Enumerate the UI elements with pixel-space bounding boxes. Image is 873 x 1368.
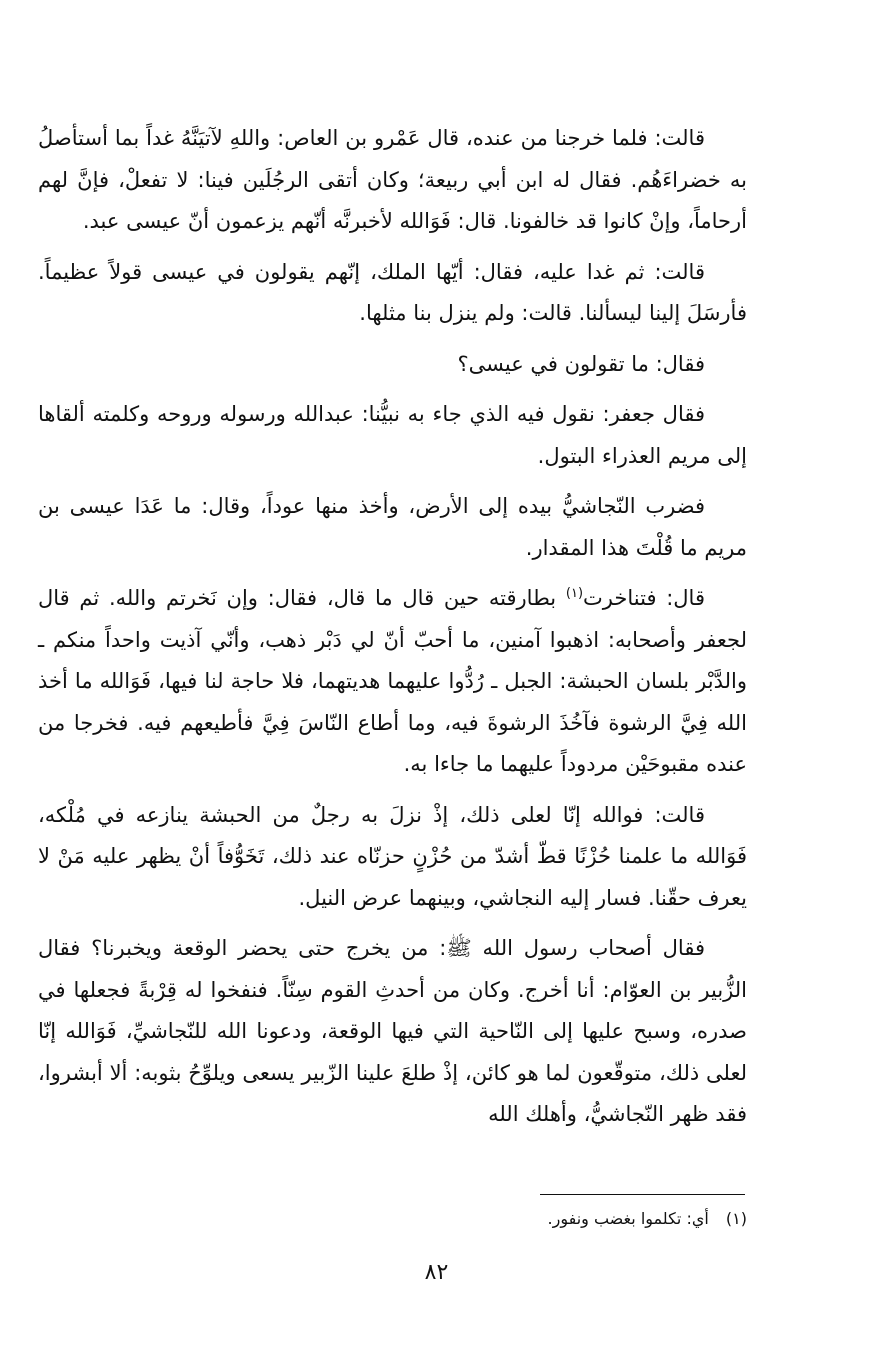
footnote-reference: (١) xyxy=(565,586,584,601)
paragraph-5: فضرب النّجاشيُّ بيده إلى الأرض، وأخذ منها عوداً، وقال: ما عَدَا عيسى بن مريم ما قُلْتَ هذا المقدار. xyxy=(38,494,747,560)
paragraph-6: قال: فتناخرت$^{(١)}$ بطارقته حين قال ما قال، فقال: وإن نَخرتم والله. ثم قال لجعفر وأصحابه: اذهبوا آمنين، ما أحبّ أنّ لي دَبْر ذهب، وأنّي آذيت واحداً منكم ـ والدَّبْر بلسان الحبشة: الجبل ـ رُدُّوا عليهما هديتهما، فلا حاجة لنا فيها، فَوَالله ما أخذ الله فِيَّ الرشوة فآخُذَ الرشوةَ فيه، وما أطاع النّاسَ فِيَّ فأطيعهم فيه. فخرجا من عنده مقبوحَيْن مردوداً عليهما ما جاءا به. xyxy=(38,586,747,776)
footnote xyxy=(548,1206,747,1232)
paragraph-3: فقال: ما تقولون في عيسى؟ xyxy=(457,351,705,376)
paragraph-1: قالت: فلما خرجنا من عنده، قال عَمْرو بن العاص: واللهِ لآتيَنَّهُ غداً بما أستأصلُ به خضراءَهُم. فقال له ابن أبي ربيعة؛ وكان أتقى الرجُلَين فينا: لا تفعلْ، فإنَّ لهم أرحاماً، وإنْ كانوا قد خالفونا. قال: فَوَالله لأخبرنَّه أنّهم يزعمون أنّ عيسى عبد. xyxy=(38,126,747,233)
footnote-text: أي: تكلموا بغضب ونفور. xyxy=(547,1209,709,1228)
paragraph-8: فقال أصحاب رسول الله ﷺ: من يخرج حتى يحضر الوقعة ويخبرنا؟ فقال الزُّبير بن العوّام: أنا أخرج. وكان من أحدثِ القوم سِنّاً. فنفخوا له قِرْبةً فجعلها في صدره، وسبح عليها إلى النّاحية التي فيها الوقعة، ودعونا الله للنّجاشيِّ، فَوَالله إنّا لعلى ذلك، متوقّعون لما هو كائن، إذْ طلعَ علينا الزّبير يسعى ويلوِّحُ بثوبه: ألا أبشروا، فقد ظهر النّجاشيُّ، وأهلك الله xyxy=(38,936,747,1126)
page-number: ٨٢ xyxy=(424,1260,449,1285)
body-text xyxy=(38,118,747,1145)
paragraph-4: فقال جعفر: نقول فيه الذي جاء به نبيُّنا: عبدالله ورسوله وروحه وكلمته ألقاها إلى مريم العذراء البتول. xyxy=(38,402,747,468)
footnote-divider xyxy=(540,1194,745,1195)
paragraph-2: قالت: ثم غدا عليه، فقال: أيّها الملك، إنّهم يقولون في عيسى قولاً عظيماً. فأرسَلَ إلينا ليسألنا. قالت: ولم ينزل بنا مثلها. xyxy=(38,259,747,325)
paragraph-7: قالت: فوالله إنّا لعلى ذلك، إذْ نزلَ به رجلٌ من الحبشة ينازعه في مُلْكه، فَوَالله ما علمنا حُزْنًا قطّ أشدّ من حُزْنٍ حزنّاه عند ذلك، تَخَوُّفاً أنْ يظهر عليه مَنْ لا يعرف حقّنا. فسار إليه النجاشي، وبينهما عرض النيل. xyxy=(38,802,747,910)
footnote-number: (١) xyxy=(725,1209,747,1228)
